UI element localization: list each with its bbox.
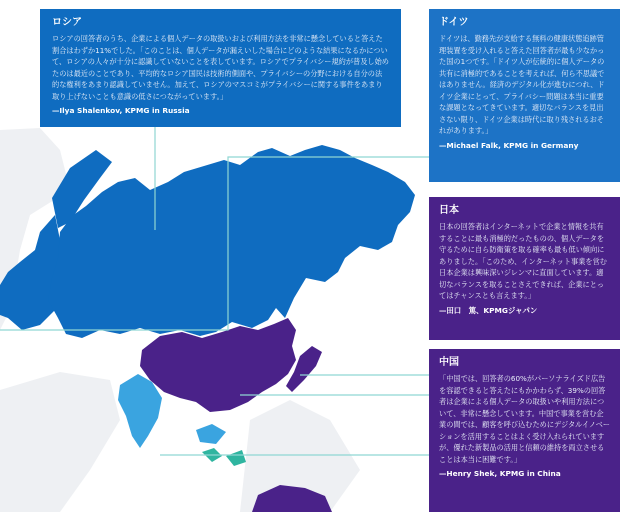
russia-body: ロシアの回答者のうち、企業による個人データの取扱いおよび利用方法を非常に懸念していると答えた割合はわずか11%でした。「このことは、個人データが漏えいした場合にどのような結果になるかについて、ロシアの人々が十分に認識していないことを表しています。ロシアでプライバシー規約が普及し始めたのは最近のことであり、平均的なロシア国民は技術的側面や、プライバシーの分野における自分の法的な権利をあまり認識していません。加えて、ロシアのマスコミがプライバシーに関する事件をあまり取り上げないことも意識の低さにつながっています。」	[52, 34, 389, 101]
china-callout	[429, 349, 620, 512]
russia-signature: —Ilya Shalenkov, KPMG in Russia	[52, 106, 190, 115]
russia-title: ロシア	[52, 17, 82, 28]
china-title: 中国	[439, 357, 459, 368]
land-background-south	[0, 372, 120, 512]
japan-title: 日本	[439, 205, 459, 216]
china-signature: —Henry Shek, KPMG in China	[439, 469, 561, 478]
japan-body: 日本の回答者はインターネットで企業と情報を共有することに最も消極的だったものの、個人データを守るために自ら防衛策を取る確率も最も低い傾向にありました。「このため、インターネット事業を営む日本企業は興味深いジレンマに直面しています。適切なバランスを取ることさえできれば、企業にとってはチャンスとも言えます。」	[439, 222, 607, 300]
malaysia-region	[202, 448, 246, 466]
russia-region	[48, 145, 415, 338]
russia-callout	[40, 9, 401, 127]
india-region	[118, 374, 162, 448]
china-body: 「中国では、回答者の60%がパーソナライズド広告を容認できると答えたにもかかわらず、39%の回答者は企業による個人データの取扱いや利用方法について、非常に懸念しています。中国で事業を営む企業の間では、顧客を呼び込むためにデジタルイノベーションを活用することはよく受け入れられていますが、優れた新製品の活用と信頼の維持を両立させることは本当に困難です。」	[439, 374, 610, 464]
indonesia-region	[196, 424, 226, 444]
germany-title: ドイツ	[439, 17, 469, 28]
germany-callout	[429, 9, 620, 182]
germany-body: ドイツは、勤務先が支給する無料の健康状態追跡管理装置を受け入れると答えた回答者が最も少なかった国の1つです。「ドイツ人が伝統的に個人データの共有に消極的であることを考えれば、何ら不思議ではありません。経済のデジタル化が進むにつれ、ドイツ企業にとって、プライバシー問題は本当に重要な課題となってきています。適切なバランスを見出さない限り、ドイツ企業は時代に取り残されるおそれがあります。」	[439, 34, 605, 135]
japan-callout	[429, 197, 620, 340]
japan-signature: —田口 篤、KPMGジャパン	[439, 305, 538, 315]
germany-signature: —Michael Falk, KPMG in Germany	[439, 140, 579, 150]
